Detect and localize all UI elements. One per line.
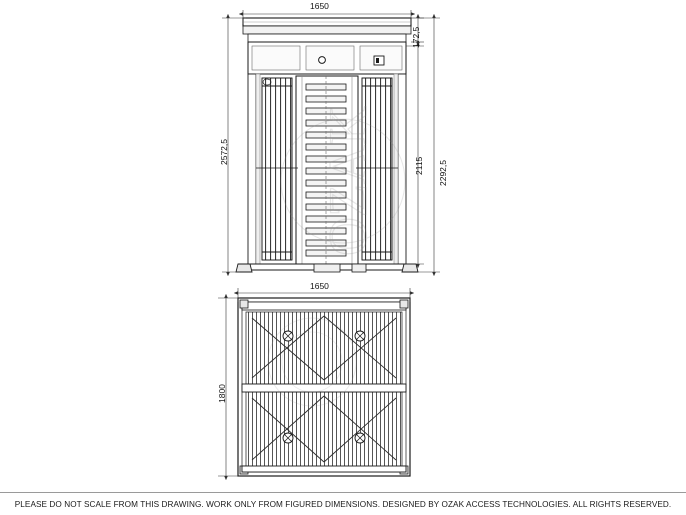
dim-front-overall-height: 2572,5 <box>219 139 229 165</box>
footer-divider <box>0 492 686 493</box>
dim-front-width: 1650 <box>310 1 329 11</box>
dim-rotor-height: 2115 <box>414 156 424 175</box>
plan-view-geometry <box>238 298 410 476</box>
dim-canopy-height: 172,5 <box>411 26 421 48</box>
watermark-text: OZAK <box>318 106 378 256</box>
dim-frame-height: 2292,5 <box>438 160 448 186</box>
dim-plan-depth: 1800 <box>217 384 227 403</box>
dim-plan-width: 1650 <box>310 281 329 291</box>
front-elevation-geometry <box>236 18 418 272</box>
footer-disclaimer: PLEASE DO NOT SCALE FROM THIS DRAWING. WORK ONLY FROM FIGURED DIMENSIONS. DESIGNED BY OZAK ACCESS TECHNOLOGIES. ALL RIGHTS RESERVED. <box>14 500 672 509</box>
